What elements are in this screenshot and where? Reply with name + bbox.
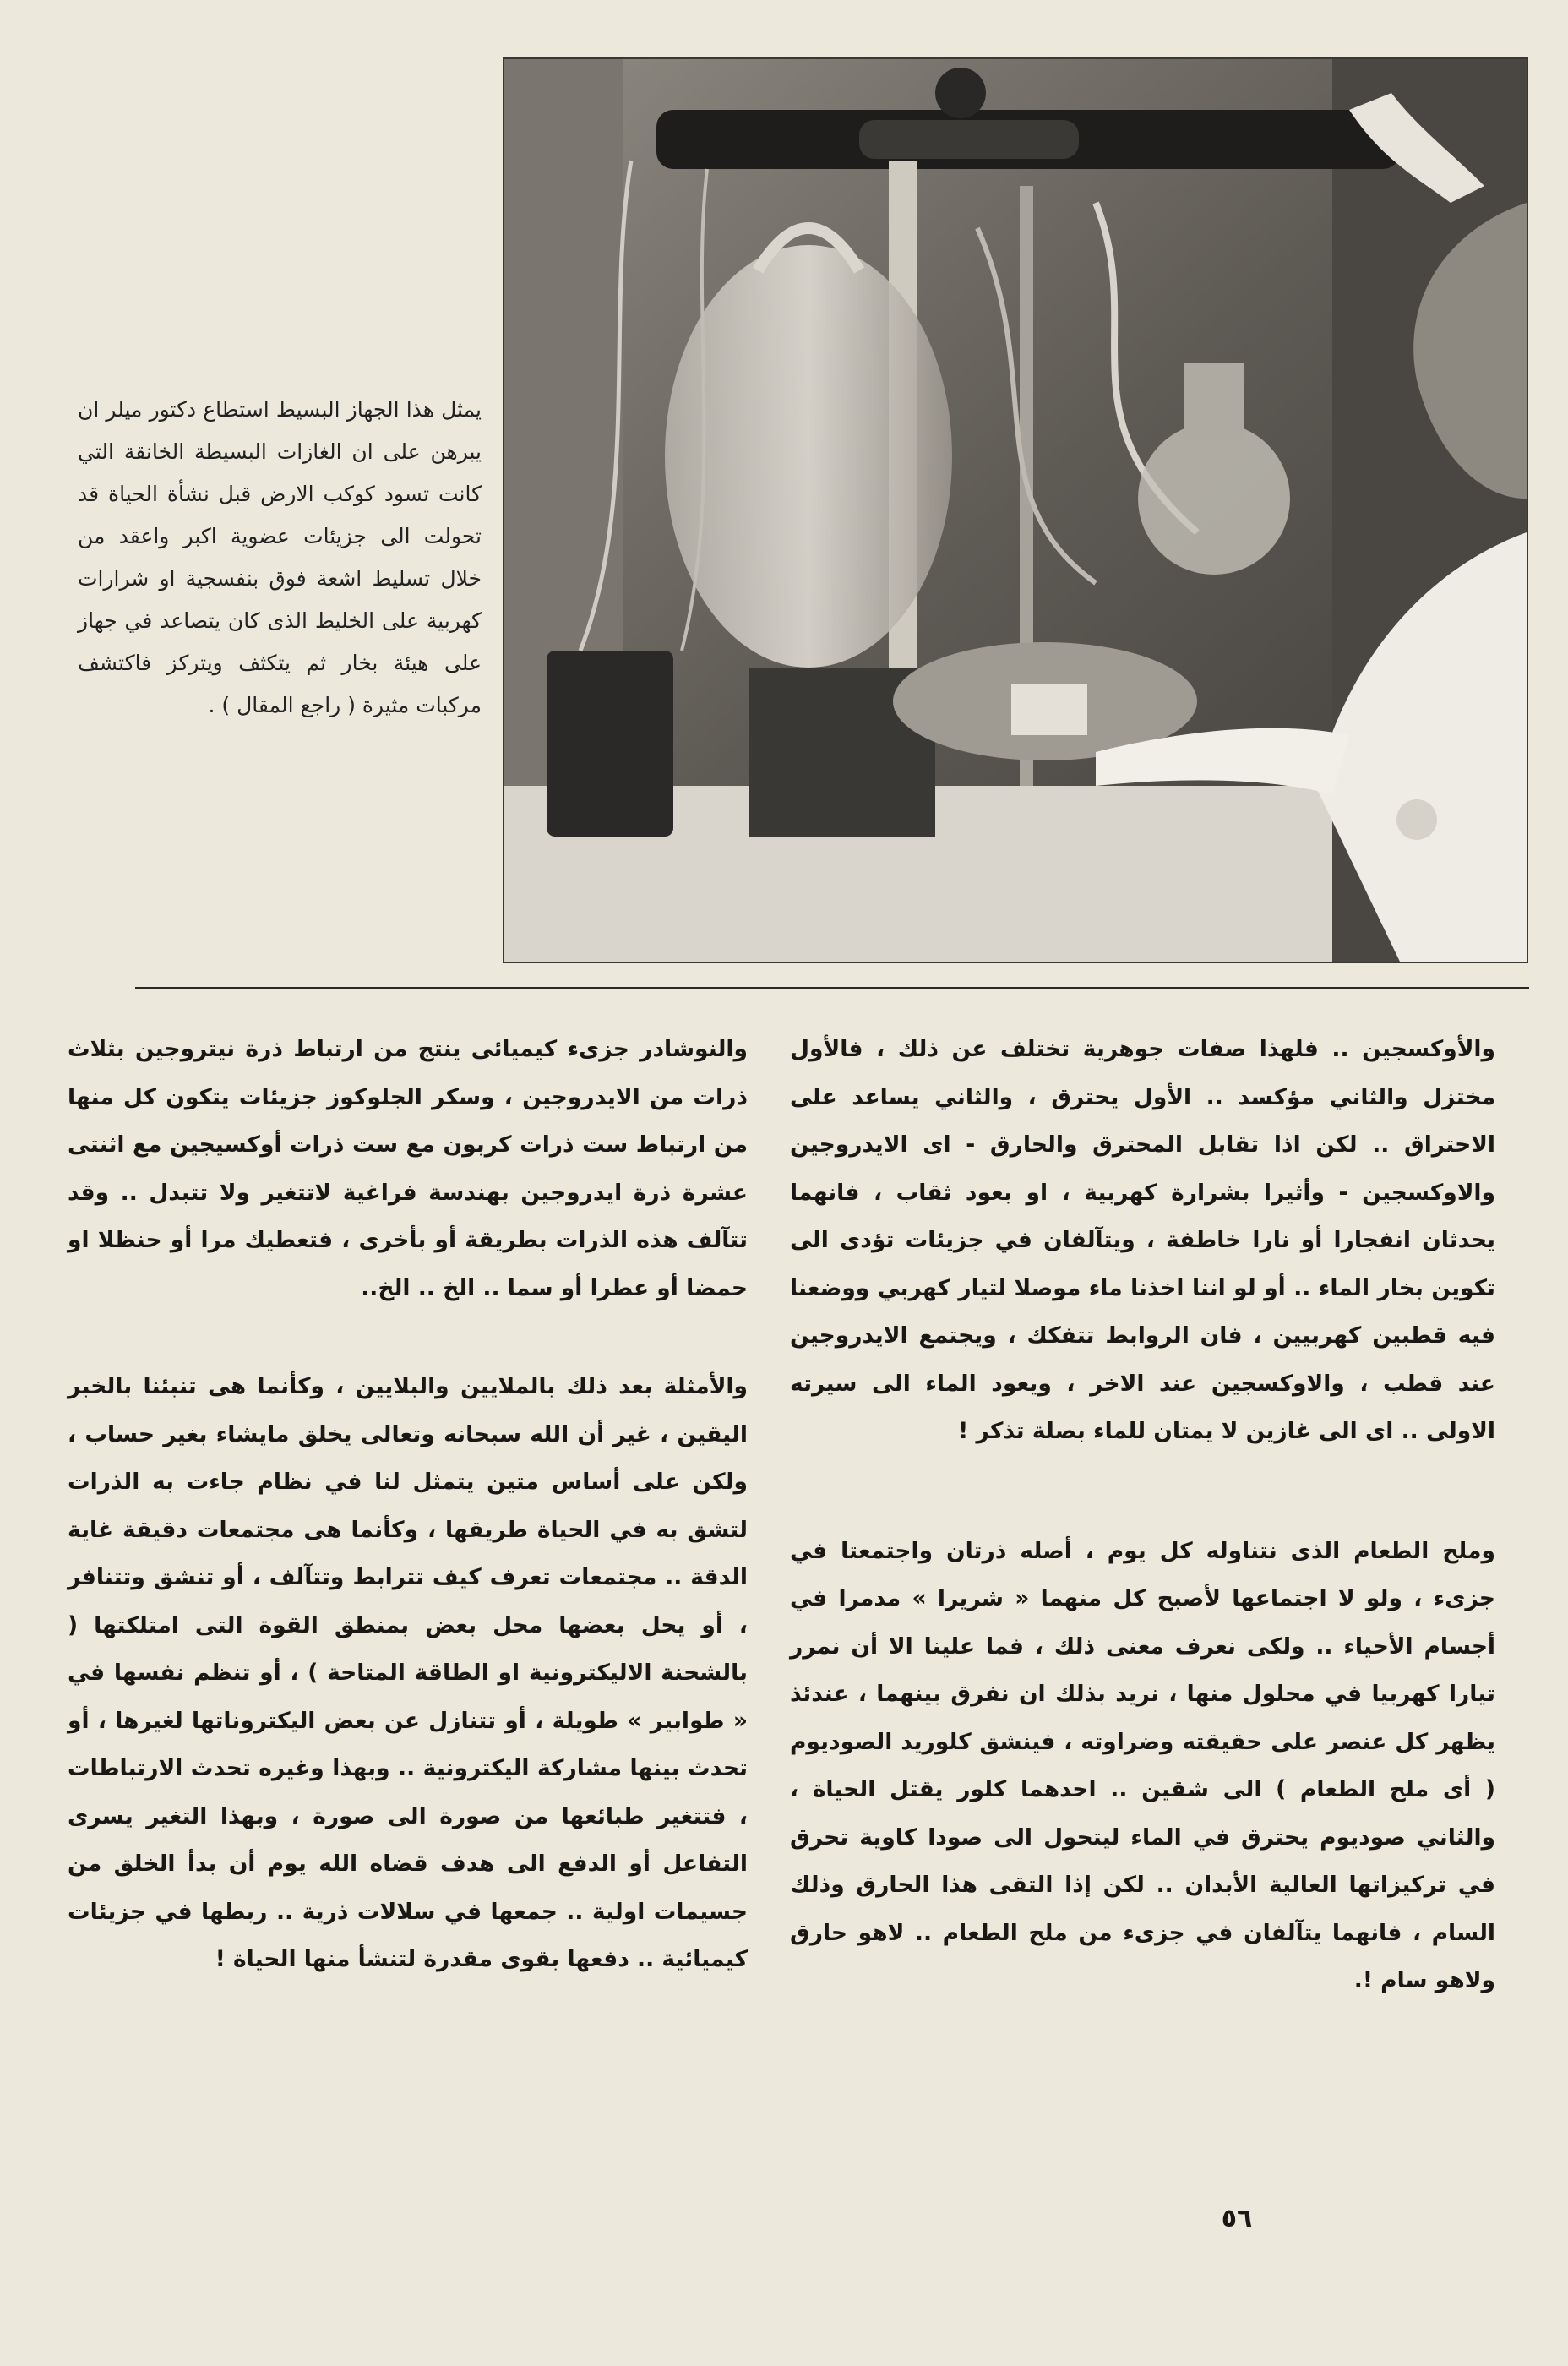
paragraph: والأوكسجين .. فلهذا صفات جوهرية تختلف عن ذلك ، فالأول مختزل والثاني مؤكسد .. الأول يحترق ، والثاني يساعد على الاحتراق .. لكن اذا تقابل المحترق والحارق - اى الايدروجين والاوكسجين - وأثيرا بشرارة كهربية ، او بعود ثقاب ، فانهما يحدثان انفجارا أو نارا خاطفة ، ويتآلفان في جزيئات تؤدى الى تكوين بخار الماء .. أو لو اننا اخذنا ماء موصلا لتيار كهربي ووضعنا فيه قطبين كهربيين ، فان الروابط تتفكك ، ويجتمع الايدروجين عند قطب ، والاوكسجين عند الاخر ، ويعود الماء الى سيرته الاولى .. اى الى غازين لا يمتان للماء بصلة تذكر !: [790, 1036, 1495, 1444]
page-number: ٥٦: [1221, 2204, 1253, 2233]
paragraph: والنوشادر جزىء كيميائى ينتج من ارتباط ذرة نيتروجين بثلاث ذرات من الايدروجين ، وسكر الجلوكوز جزيئات يتكون كل منها من ارتباط ست ذرات كربون مع ست ذرات أوكسيجين مع اثنتى عشرة ذرة ايدروجين بهندسة فراغية لاتتغير ولا تتبدل .. وقد تتآلف هذه الذرات بطريقة أو بأخرى ، فتعطيك مرا أو حنظلا او حمضا أو عطرا أو سما .. الخ .. الخ..: [68, 1036, 748, 1301]
section-divider: [135, 987, 1529, 989]
text-column-left: [68, 1026, 748, 1984]
paragraph: والأمثلة بعد ذلك بالملايين والبلايين ، وكأنما هى تنبئنا بالخبر اليقين ، غير أن الله سبحانه وتعالى يخلق مايشاء بغير حساب ، ولكن على أساس متين يتمثل لنا في نظام جاءت به الذرات لتشق به في الحياة طريقها ، وكأنما هى مجتمعات دقيقة غاية الدقة .. مجتمعات تعرف كيف تترابط وتتآلف ، أو تنشق وتتنافر ، أو يحل بعضها محل بعض بمنطق القوة التى امتلكتها ( بالشحنة الاليكترونية او الطاقة المتاحة ) ، أو تنظم نفسها في « طوابير » طويلة ، أو تتنازل عن بعض اليكتروناتها لغيرها ، أو تحدث بينها مشاركة اليكترونية .. وبهذا وغيره تحدث الارتباطات ، فتتغير طبائعها من صورة الى صورة ، وبهذا التغير يسرى التفاعل أو الدفع الى هدف قضاه الله يوم أن بدأ الخلق من جسيمات اولية .. جمعها في سلالات ذرية .. ربطها في جزيئات كيميائية .. دفعها بقوى مقدرة لتنشأ منها الحياة !: [68, 1373, 748, 1972]
paragraph: وملح الطعام الذى نتناوله كل يوم ، أصله ذرتان واجتمعتا في جزىء ، ولو لا اجتماعها لأصبح كل منهما « شريرا » مدمرا في أجسام الأحياء .. ولكى نعرف معنى ذلك ، فما علينا الا أن نمرر تيارا كهربيا في محلول منها ، نريد بذلك ان نفرق بينهما ، عندئذ يظهر كل عنصر على حقيقته وضراوته ، فينشق كلوريد الصوديوم ( أى ملح الطعام ) الى شقين .. احدهما كلور يقتل الحياة ، والثاني صوديوم يحترق في الماء ليتحول الى صودا كاوية تحرق في تركيزاتها العالية الأبدان .. لكن إذا التقى هذا الحارق وذلك السام ، فانهما يتآلفان في جزىء من ملح الطعام .. لاهو حارق ولاهو سام !.: [790, 1537, 1495, 1993]
laboratory-apparatus-photo: [503, 57, 1528, 963]
photo-illustration: [504, 59, 1527, 962]
photo-caption: يمثل هذا الجهاز البسيط استطاع دكتور ميلر ان يبرهن على ان الغازات البسيطة الخانقة التي كانت تسود كوكب الارض قبل نشأة الحياة قد تحولت الى جزيئات عضوية اكبر واعقد من خلال تسليط اشعة فوق بنفسجية او شرارات كهربية على الخليط الذى كان يتصاعد في جهاز على هيئة بخار ثم يتكثف ويتركز فاكتشف مركبات مثيرة ( راجع المقال ) .: [78, 397, 482, 717]
text-column-right: [790, 1026, 1495, 2005]
